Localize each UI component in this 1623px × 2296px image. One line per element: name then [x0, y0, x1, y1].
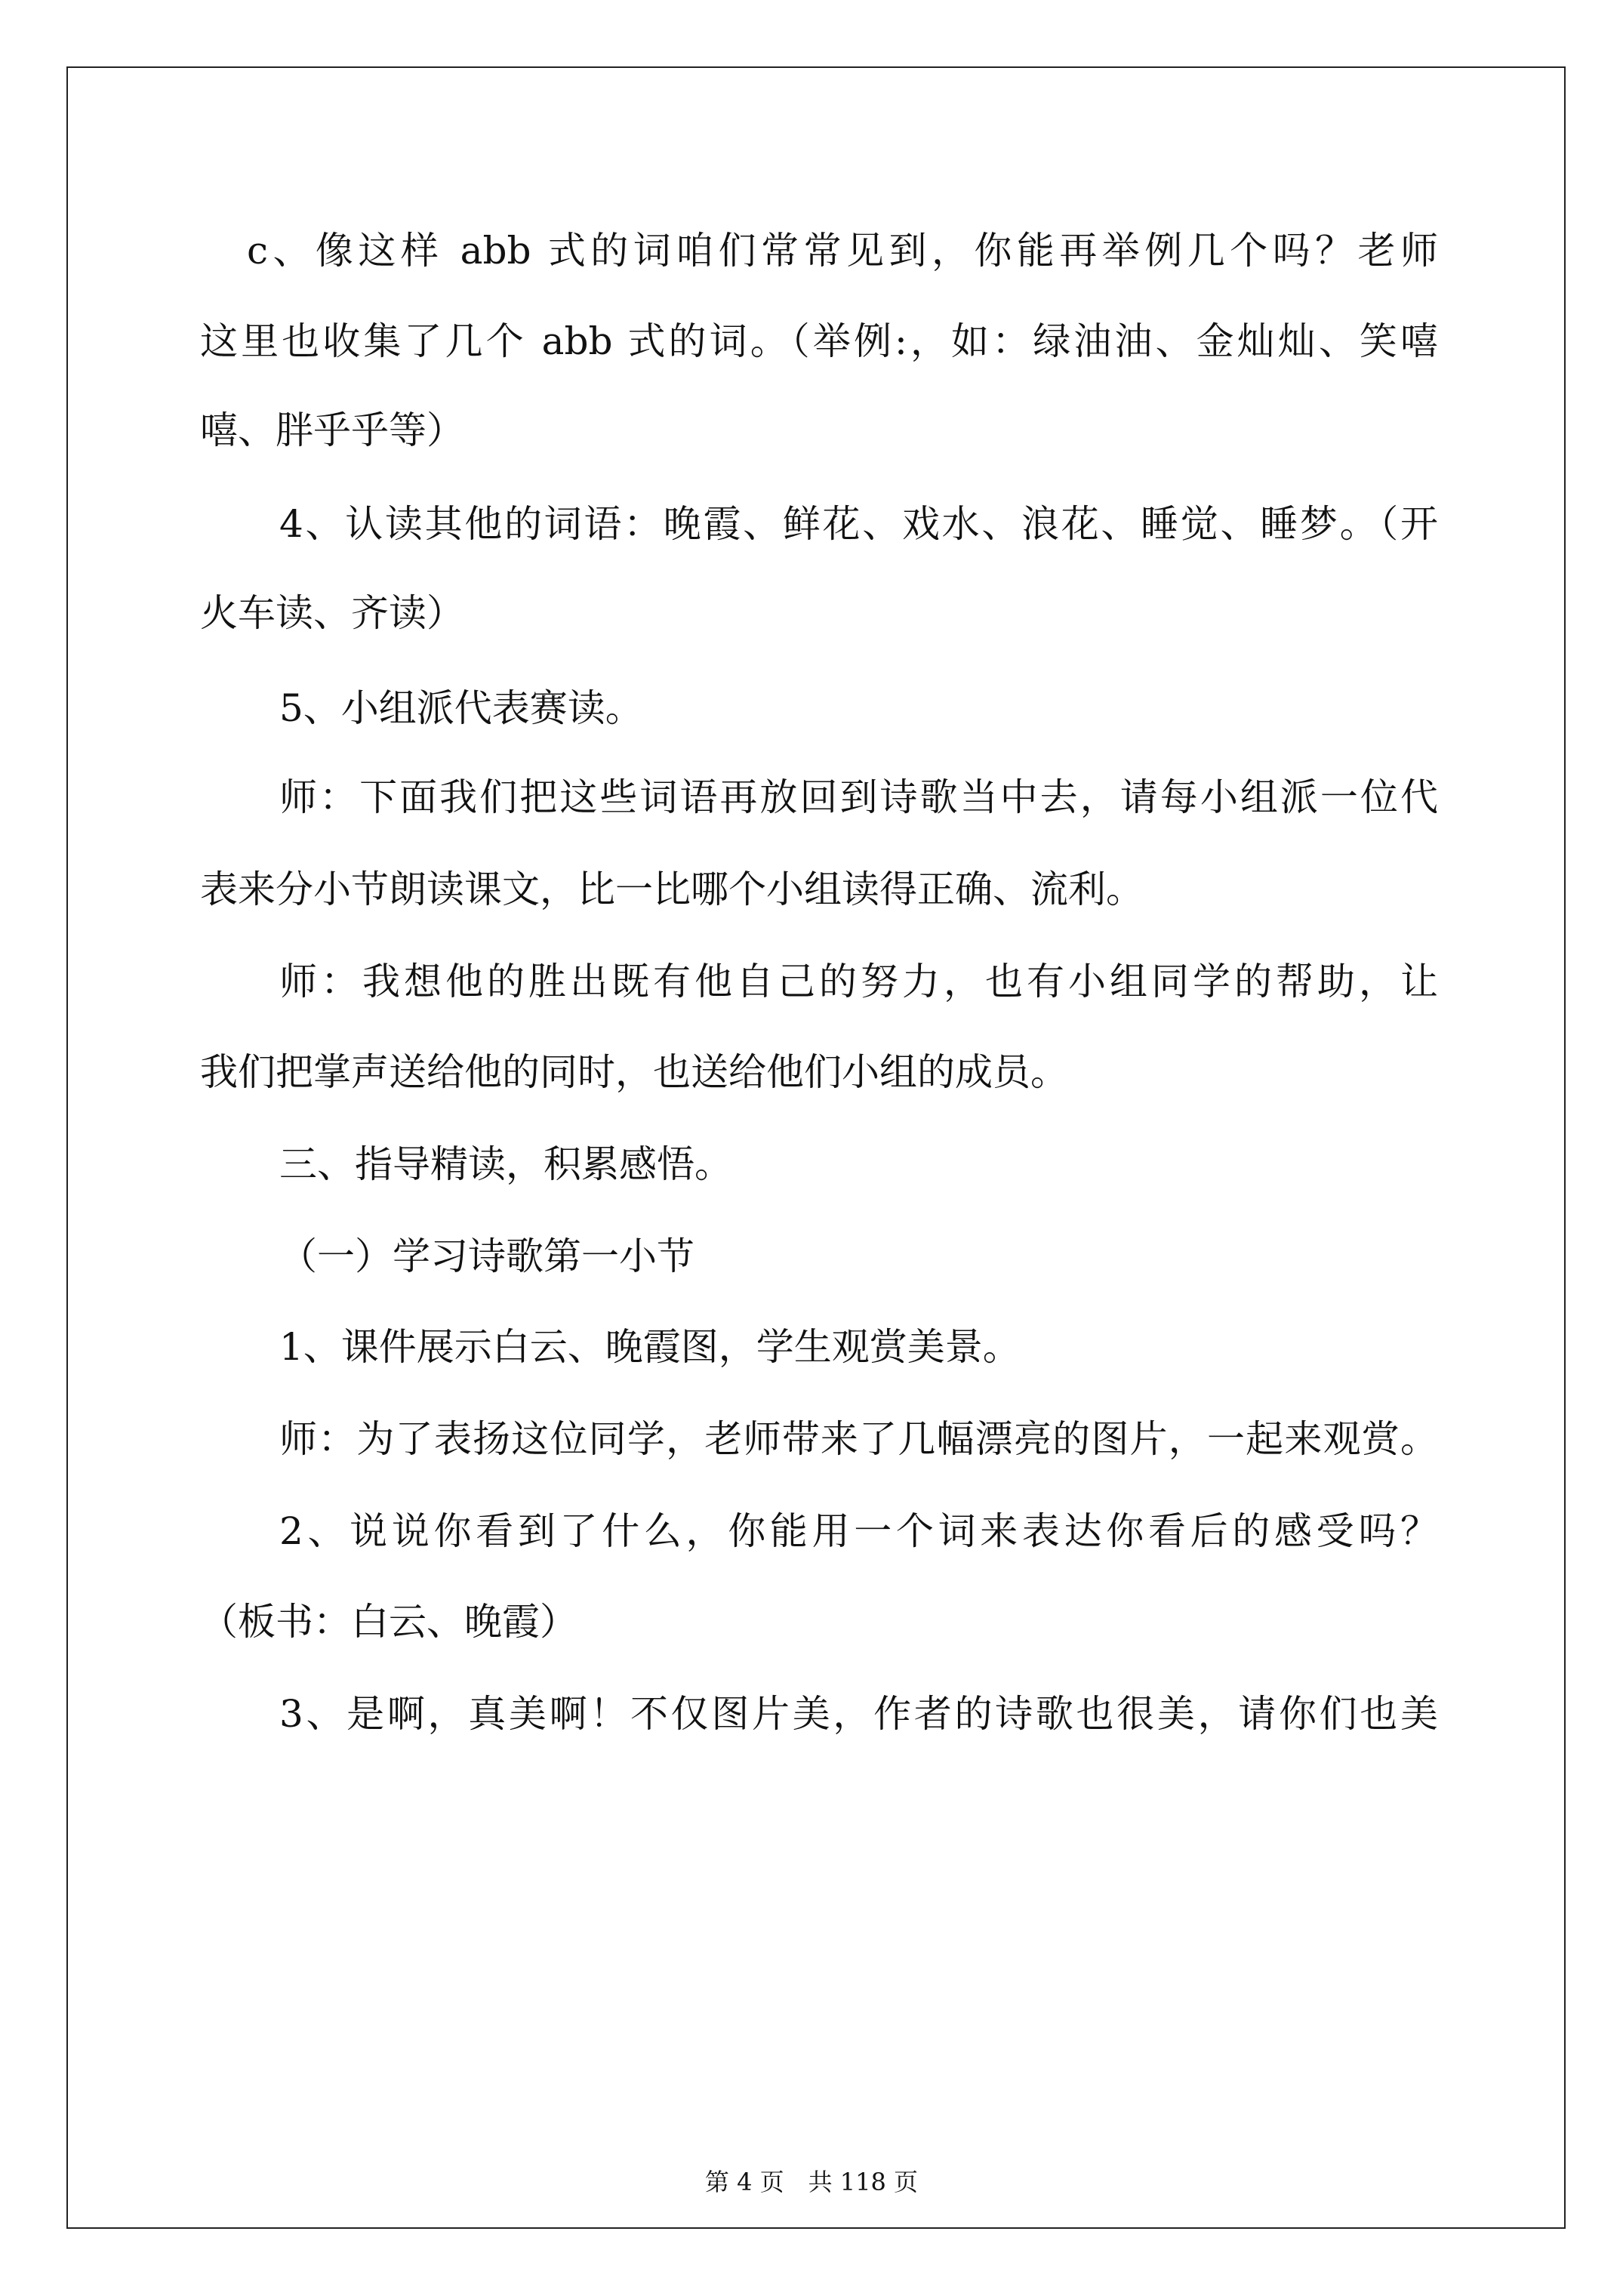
text-line-2: 这里也收集了几个 abb 式的词。（举例:，如：绿油油、金灿灿、笑嘻	[200, 319, 1438, 363]
text-line-3: 嘻、胖乎乎等）	[200, 408, 464, 452]
text-line-10: 我们把掌声送给他的同时，也送给他们小组的成员。	[200, 1050, 1068, 1094]
text-line-16: （板书：白云、晚霞）	[200, 1600, 577, 1644]
text-line-6: 5、小组派代表赛读。	[279, 686, 643, 730]
text-line-13: 1、课件展示白云、晚霞图，学生观赏美景。	[279, 1325, 1021, 1369]
text-line-15: 2、说说你看到了什么，你能用一个词来表达你看后的感受吗？	[279, 1509, 1438, 1553]
text-line-7: 师：下面我们把这些词语再放回到诗歌当中去，请每小组派一位代	[279, 775, 1438, 819]
page-number-footer: 第 4 页 共 118 页	[704, 2168, 919, 2196]
text-line-12: （一）学习诗歌第一小节	[279, 1234, 694, 1278]
text-line-4: 4、认读其他的词语：晚霞、鲜花、戏水、浪花、睡觉、睡梦。（开	[279, 502, 1438, 546]
text-line-9: 师：我想他的胜出既有他自己的努力，也有小组同学的帮助，让	[279, 960, 1438, 1003]
text-line-8: 表来分小节朗读课文，比一比哪个小组读得正确、流利。	[200, 868, 1144, 911]
text-line-1: c、像这样 abb 式的词咱们常常见到，你能再举例几个吗？老师	[247, 229, 1438, 273]
text-line-11: 三、指导精读，积累感悟。	[279, 1142, 732, 1186]
text-line-17: 3、是啊，真美啊！不仅图片美，作者的诗歌也很美，请你们也美	[279, 1692, 1438, 1736]
text-line-14: 师：为了表扬这位同学，老师带来了几幅漂亮的图片，一起来观赏。	[279, 1417, 1438, 1461]
text-line-5: 火车读、齐读）	[200, 591, 464, 635]
